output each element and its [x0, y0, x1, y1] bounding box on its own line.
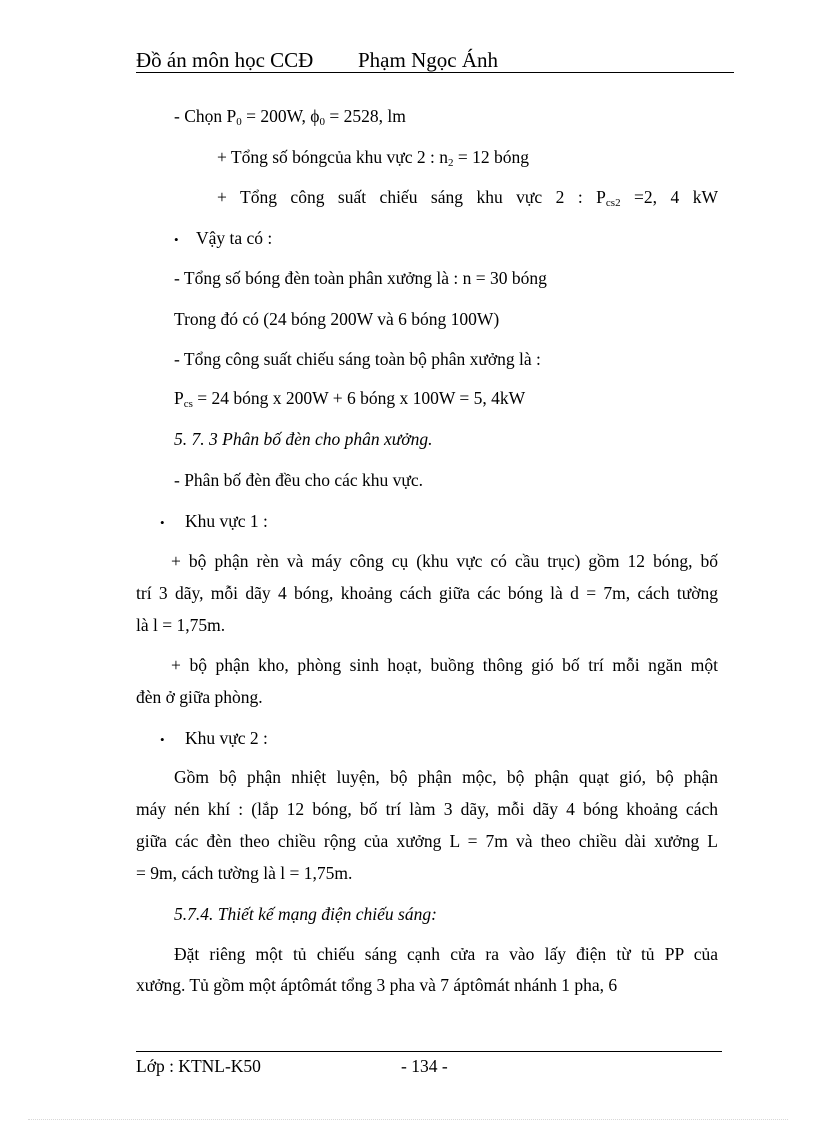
- footer-rule: [136, 1051, 722, 1052]
- para-zone2-line3: giữa các đèn theo chiều rộng của xưởng L = 7m và theo chiều dài xưởng L: [136, 831, 718, 851]
- line-zone2-label: Khu vực 2 :: [185, 728, 268, 748]
- para-zone1-line2: trí 3 dãy, mỗi dãy 4 bóng, khoảng cách giữa các bóng là d = 7m, cách tường: [136, 583, 718, 603]
- line-breakdown: Trong đó có (24 bóng 200W và 6 bóng 100W): [174, 309, 500, 329]
- line-total-power-zone2: + Tổng công suất chiếu sáng khu vực 2 : $P_{cs2} =2$, 4 kW: [217, 187, 718, 209]
- line-even-distribution: - Phân bố đèn đều cho các khu vực.: [174, 470, 424, 490]
- para-cabinet-line1: Đặt riêng một tủ chiếu sáng cạnh cửa ra vào lấy điện từ tủ PP của: [174, 944, 718, 964]
- line-total-bulbs-workshop: - Tổng số bóng đèn toàn phân xưởng là : n = 30 bóng: [174, 268, 547, 288]
- para-cabinet-line2: xưởng. Tủ gồm một áptômát tổng 3 pha và 7 áptômát nhánh 1 pha, 6: [136, 975, 618, 995]
- line-pcs-formula: $P_{cs} = 24$ bóng x 200W + 6 bóng x 100W = 5, 4kW: [174, 388, 526, 410]
- line-choose-p0: - Chọn $P_0 = 200W$, $\phi_0 = 2528$, lm: [174, 106, 406, 128]
- page-edge-divider: [28, 1119, 788, 1120]
- bullet-icon: •: [160, 732, 165, 747]
- header-rule: [136, 72, 734, 73]
- header-author: Phạm Ngọc Ánh: [358, 48, 498, 72]
- para-zone2-line2: máy nén khí : (lắp 12 bóng, bố trí làm 3 dãy, mỗi dãy 4 bóng khoảng cách: [136, 799, 718, 819]
- bullet-icon: •: [160, 515, 165, 530]
- para-zone1-line1: + bộ phận rèn và máy công cụ (khu vực có cầu trục) gồm 12 bóng, bố: [171, 551, 718, 571]
- footer-class: Lớp : KTNL-K50: [136, 1056, 261, 1076]
- line-total-power-label: - Tổng công suất chiếu sáng toàn bộ phân xưởng là :: [174, 349, 541, 369]
- heading-5-7-3: 5. 7. 3 Phân bố đèn cho phân xưởng.: [174, 429, 433, 449]
- line-so-we-have: Vậy ta có :: [196, 228, 273, 248]
- heading-5-7-4: 5.7.4. Thiết kế mạng điện chiếu sáng:: [174, 904, 437, 924]
- line-zone1-label: Khu vực 1 :: [185, 511, 268, 531]
- para-zone1b-line1: + bộ phận kho, phòng sinh hoạt, buồng thông gió bố trí mỗi ngăn một: [171, 655, 718, 675]
- line-total-bulbs-zone2: + Tổng số bóngcủa khu vực 2 : $n_2 = 12$ bóng: [217, 147, 529, 169]
- bullet-icon: •: [174, 232, 179, 247]
- header-course: Đồ án môn học CCĐ: [136, 48, 314, 72]
- para-zone1b-line2: đèn ở giữa phòng.: [136, 687, 263, 707]
- page-number: - 134 -: [401, 1056, 448, 1076]
- para-zone2-line1: Gồm bộ phận nhiệt luyện, bộ phận mộc, bộ phận quạt gió, bộ phận: [174, 767, 718, 787]
- para-zone1-line3: là l = 1,75m.: [136, 615, 226, 635]
- para-zone2-line4: = 9m, cách tường là l = 1,75m.: [136, 863, 353, 883]
